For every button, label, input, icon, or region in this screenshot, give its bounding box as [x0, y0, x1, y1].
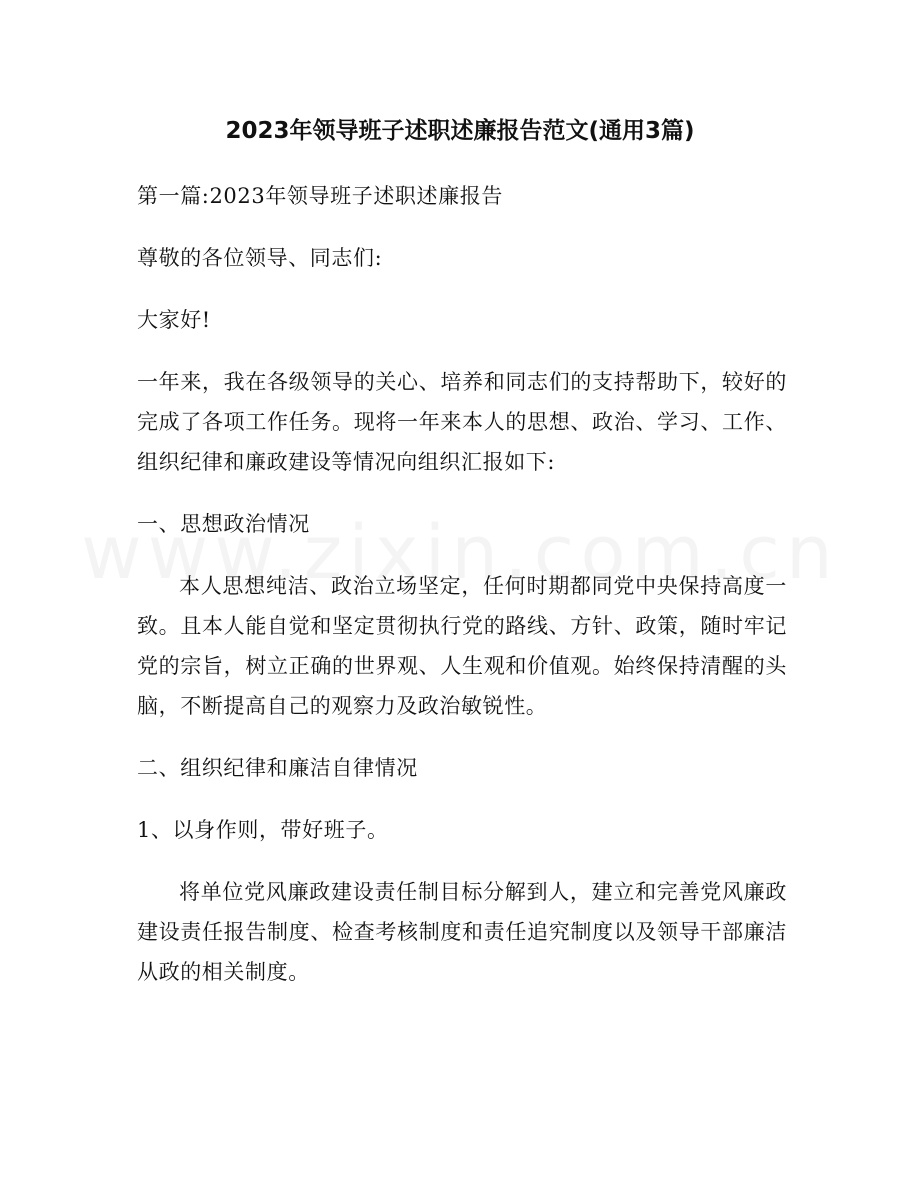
ideology-paragraph: 本人思想纯洁、政治立场坚定，任何时期都同党中央保持高度一致。且本人能自觉和坚定贯彻执行党的路线、方针、政策，随时牢记党的宗旨，树立正确的世界观、人生观和价值观。始终保持清醒的头脑，不断提高自己的观察力及政治敏锐性。 [137, 574, 787, 718]
section-heading-first: 第一篇:2023年领导班子述职述廉报告 [137, 184, 503, 208]
responsibility-paragraph: 将单位党风廉政建设责任制目标分解到人，建立和完善党风廉政建设责任报告制度、检查考核制度和责任追究制度以及领导干部廉洁从政的相关制度。 [137, 880, 787, 984]
document-title: 2023年领导班子述职述廉报告范文(通用3篇) [225, 118, 695, 144]
heading-discipline: 二、组织纪律和廉洁自律情况 [137, 756, 418, 780]
salutation: 尊敬的各位领导、同志们: [137, 246, 383, 270]
intro-paragraph: 一年来，我在各级领导的关心、培养和同志们的支持帮助下，较好的完成了各项工作任务。现将一年来本人的思想、政治、学习、工作、组织纪律和廉政建设等情况向组织汇报如下: [137, 370, 787, 474]
greeting: 大家好! [137, 308, 211, 332]
document-body [137, 176, 787, 1014]
heading-ideology: 一、思想政治情况 [137, 512, 310, 536]
subheading-lead-by-example: 1、以身作则，带好班子。 [137, 818, 389, 842]
